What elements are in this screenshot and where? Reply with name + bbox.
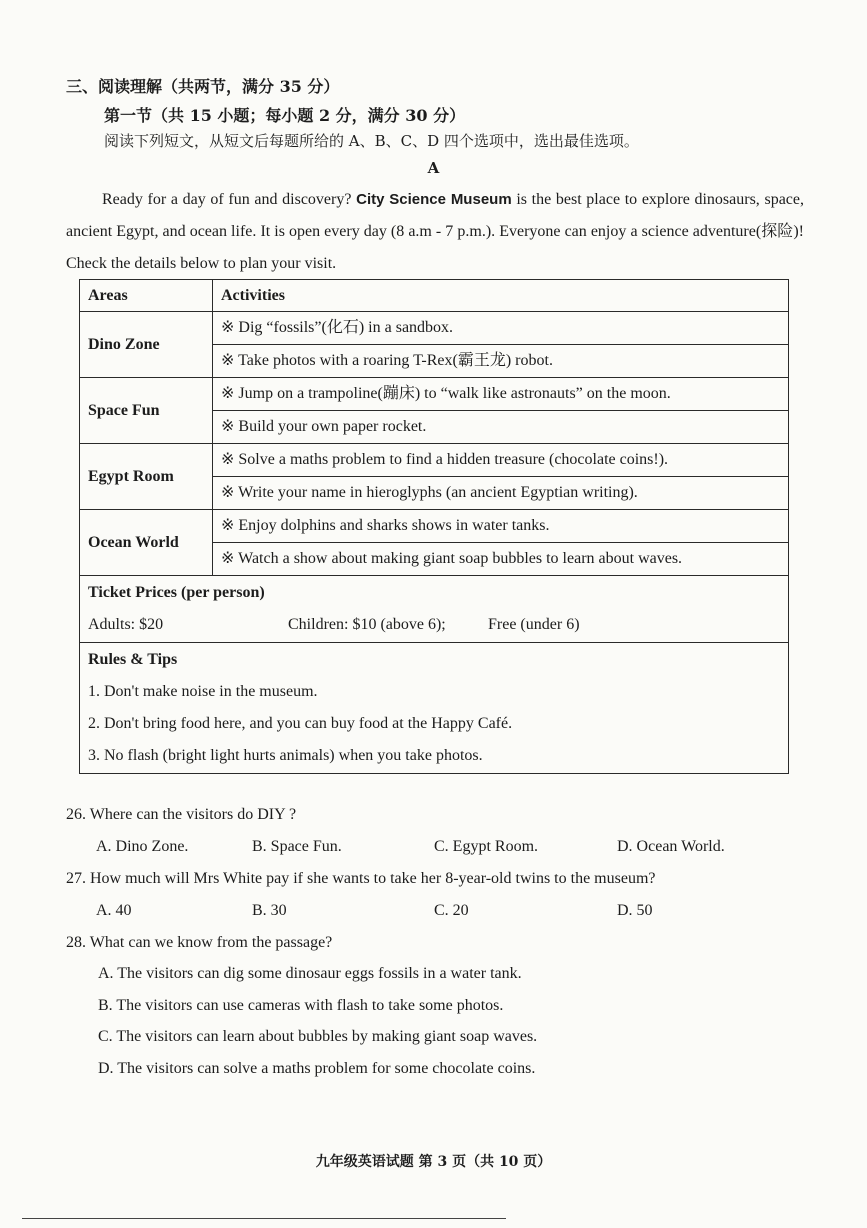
- question-27-option-d: D. 50: [617, 902, 653, 919]
- area-egypt-room: Egypt Room: [80, 444, 213, 510]
- rules-title: Rules & Tips: [88, 651, 178, 668]
- question-27-option-a: A. 40: [96, 902, 132, 919]
- ticket-prices-line: [88, 609, 780, 641]
- rules-row: [80, 643, 789, 774]
- ticket-prices-title: Ticket Prices (per person): [88, 584, 265, 601]
- question-28-option-b: B. The visitors can use cameras with flash to take some photos.: [98, 997, 504, 1014]
- header-areas: Areas: [80, 280, 213, 312]
- passage-text-start: Ready for a day of fun and discovery?: [102, 191, 357, 208]
- table-row: [80, 510, 789, 543]
- bottom-divider: [22, 1218, 506, 1219]
- question-27-stem: 27. How much will Mrs White pay if she wants to take her 8-year-old twins to the museum?: [66, 870, 656, 887]
- area-dino-zone: Dino Zone: [80, 312, 213, 378]
- instruction: 阅读下列短文，从短文后每题所给的 A、B、C、D 四个选项中，选出最佳选项。: [104, 132, 639, 150]
- ticket-prices-row: [80, 576, 789, 643]
- table-row: [80, 378, 789, 411]
- area-space-fun: Space Fun: [80, 378, 213, 444]
- rule-item: 1. Don't make noise in the museum.: [88, 683, 318, 700]
- question-27-option-b: B. 30: [252, 902, 287, 919]
- question-28-option-d: D. The visitors can solve a maths problem for some chocolate coins.: [98, 1060, 536, 1077]
- price-adults: Adults: $20: [88, 616, 164, 633]
- question-26-option-c: C. Egypt Room.: [434, 838, 539, 855]
- activity-line: ※ Build your own paper rocket.: [213, 411, 789, 444]
- question-26-option-b: B. Space Fun.: [252, 838, 342, 855]
- activity-line: ※ Watch a show about making giant soap bubbles to learn about waves.: [213, 543, 789, 576]
- rules-cell: [80, 643, 789, 774]
- ticket-prices-cell: [80, 576, 789, 643]
- question-26-option-a: A. Dino Zone.: [96, 838, 189, 855]
- passage-text-end: is the best place to explore dinosaurs, space, ancient Egypt, and ocean life. It is open every day (8 a.m - 7 p.m.). Everyone can enjoy a science adventure(探险)! Check the details below to plan your visit.: [66, 191, 804, 272]
- museum-name: City Science Museum: [356, 191, 512, 208]
- museum-info-table: [79, 279, 789, 774]
- page-footer: 九年级英语试题 第 3 页（共 10 页）: [315, 1154, 552, 1170]
- passage-intro: [66, 184, 804, 280]
- activity-line: ※ Take photos with a roaring T-Rex(霸王龙) robot.: [213, 345, 789, 378]
- question-26-stem: 26. Where can the visitors do DIY ?: [66, 806, 297, 823]
- table-header-row: [80, 280, 789, 312]
- part-title: 第一节（共 15 小题；每小题 2 分，满分 30 分）: [104, 106, 466, 125]
- table-row: [80, 312, 789, 345]
- passage-label: A: [427, 159, 440, 177]
- activity-line: ※ Solve a maths problem to find a hidden treasure (chocolate coins!).: [213, 444, 789, 477]
- question-28-option-c: C. The visitors can learn about bubbles by making giant soap waves.: [98, 1028, 538, 1045]
- question-28-option-a: A. The visitors can dig some dinosaur eggs fossils in a water tank.: [98, 965, 522, 982]
- activity-line: ※ Enjoy dolphins and sharks shows in water tanks.: [213, 510, 789, 543]
- activity-line: ※ Jump on a trampoline(蹦床) to “walk like astronauts” on the moon.: [213, 378, 789, 411]
- section-title: 三、阅读理解（共两节，满分 35 分）: [66, 77, 340, 96]
- activity-line: ※ Write your name in hieroglyphs (an ancient Egyptian writing).: [213, 477, 789, 510]
- rule-item: 3. No flash (bright light hurts animals) when you take photos.: [88, 747, 483, 764]
- rule-item: 2. Don't bring food here, and you can buy food at the Happy Café.: [88, 715, 513, 732]
- question-26-option-d: D. Ocean World.: [617, 838, 725, 855]
- question-27-option-c: C. 20: [434, 902, 469, 919]
- area-ocean-world: Ocean World: [80, 510, 213, 576]
- activity-line: ※ Dig “fossils”(化石) in a sandbox.: [213, 312, 789, 345]
- table-row: [80, 444, 789, 477]
- question-28-stem: 28. What can we know from the passage?: [66, 934, 333, 951]
- header-activities: Activities: [213, 280, 789, 312]
- price-free: Free (under 6): [488, 616, 580, 633]
- price-children: Children: $10 (above 6);: [288, 616, 446, 633]
